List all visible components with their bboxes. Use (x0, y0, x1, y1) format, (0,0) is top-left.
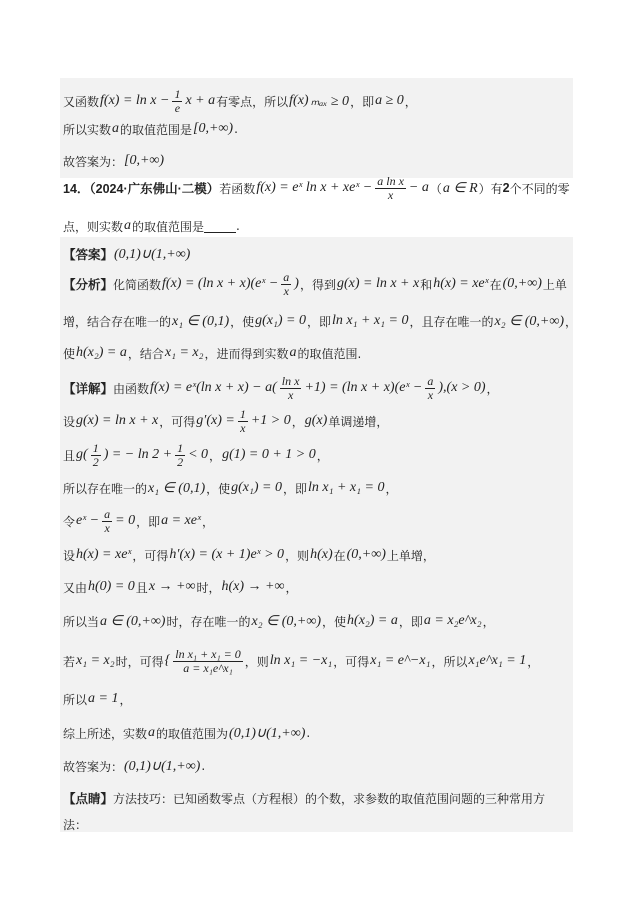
fraction (91, 442, 101, 469)
math-expression: h(x₂) = a (347, 613, 398, 628)
section-label: 【分析】 (63, 278, 114, 292)
math-expression: x + a (185, 93, 216, 108)
math-expression: a (124, 218, 132, 233)
section-label: 【详解】 (63, 382, 114, 396)
text-line (63, 718, 310, 748)
math-expression: [0,+∞) (193, 121, 234, 136)
math-expression: g( (76, 447, 88, 462)
section-label: 【答案】 (63, 248, 114, 262)
math-expression: a (148, 725, 156, 740)
text-run: ，可得 (132, 548, 169, 563)
math-expression: ) (294, 276, 299, 291)
math-expression: < 0 (188, 447, 209, 462)
text-line (63, 540, 435, 570)
text-run: ，即 (283, 481, 308, 496)
text-run: ， (209, 448, 222, 463)
math-expression: a = x₂e^x₂ (423, 613, 482, 628)
text-run: ，得到 (299, 277, 336, 292)
text-run: . (201, 759, 206, 773)
text-run: ，可得 (333, 654, 370, 669)
text-run: ， (316, 448, 329, 463)
fraction-denominator: 2 (177, 454, 184, 469)
text-run: 的取值范围是 (120, 122, 193, 137)
text-run: ，则 (244, 654, 269, 669)
math-expression: +1 > 0 (250, 413, 291, 428)
math-expression: eˣ − (76, 513, 100, 528)
fraction-numerator: 1 (174, 86, 181, 101)
math-expression: f(x) = eˣ(ln x + x) − a( (150, 380, 277, 395)
tips-section (63, 783, 545, 813)
text-line (63, 684, 131, 714)
math-expression: x → +∞ (148, 579, 196, 594)
fraction-numerator: a (427, 373, 434, 388)
text-run: ，即 (307, 314, 332, 329)
text-run: 化简函数 (113, 277, 162, 292)
fraction-numerator: 1 (239, 406, 246, 421)
text-run: ， (486, 381, 499, 396)
text-run: 方法技巧：已知函数零点（方程根）的个数，求参数的取值范围问题的三种常用方 (113, 791, 546, 806)
math-expression: h(x₂) = a (76, 345, 127, 360)
math-expression: [0,+∞) (124, 153, 165, 168)
math-expression: ln x₁ = −x₁ (269, 653, 333, 668)
math-expression: (0,1)∪(1,+∞) (124, 758, 201, 774)
text-line (63, 572, 297, 602)
text-run: ，使 (322, 614, 347, 629)
text-run: 若 (63, 654, 76, 669)
section-label: 【点睛】 (63, 792, 114, 806)
text-run: ， (482, 614, 495, 629)
text-line (63, 306, 577, 336)
fraction (375, 175, 406, 202)
math-expression: x₁e^x₁ = 1 (468, 653, 527, 668)
text-run: ， (285, 580, 298, 595)
text-run: ，使 (206, 481, 231, 496)
text-run: 又函数 (63, 94, 100, 109)
math-expression: a = 1 (88, 691, 119, 706)
text-run: 若函数 (219, 181, 256, 196)
text-line (63, 606, 495, 636)
text-run: ，进而得到实数 (204, 346, 289, 361)
fraction-denominator: x (287, 387, 294, 402)
math-expression: x₁ = e^−x₁ (370, 653, 431, 668)
text-run: 上单 (542, 277, 567, 292)
fraction (425, 375, 435, 402)
math-expression: a (289, 345, 297, 360)
text-run: . (234, 122, 238, 136)
math-expression: x₁ ∈ (0,1) (148, 480, 206, 496)
fraction-numerator: a (104, 506, 111, 521)
text-run: . (236, 219, 240, 233)
text-run: 的取值范围是 (132, 219, 205, 234)
text-run: 法： (63, 817, 88, 832)
fraction (175, 442, 185, 469)
math-expression: g(x) = ln x + x (76, 413, 159, 428)
text-run: ，可得 (159, 414, 196, 429)
fraction-numerator: ln x₁ + x₁ = 0 (175, 646, 241, 661)
text-run: . (306, 726, 311, 740)
math-expression: a ∈ (0,+∞) (100, 613, 166, 629)
math-expression: x₂ ∈ (0,+∞) (251, 613, 322, 629)
text-run: 故答案为： (63, 154, 124, 169)
text-run: 点，则实数 (63, 219, 124, 234)
text-run: 上单增， (386, 548, 435, 563)
fraction (238, 408, 248, 435)
text-run: 和 (420, 277, 433, 292)
fraction-numerator: 1 (92, 440, 99, 455)
fraction-denominator: x (427, 387, 434, 402)
text-run: 令 (63, 514, 76, 529)
analysis-section (63, 269, 567, 299)
math-expression: g(x₁) = 0 (255, 313, 306, 328)
math-expression: { (164, 653, 171, 668)
math-expression: h(x) = xeˣ (76, 547, 132, 562)
text-run: ，使 (230, 314, 255, 329)
text-run: ，且存在唯一的 (409, 314, 494, 329)
text-run: 时，可得 (115, 654, 164, 669)
text-run: ，结合 (127, 346, 164, 361)
math-expression: h(0) = 0 (88, 579, 135, 594)
fraction-numerator: a (283, 269, 290, 284)
section-label: 2 (502, 181, 510, 195)
fraction (172, 88, 182, 115)
fraction-denominator: a = x₁e^x₁ (183, 660, 233, 675)
math-expression: f(x) = eˣ ln x + xeˣ − (256, 180, 373, 195)
text-line (63, 114, 238, 144)
math-expression: g(x₁) = 0 (231, 480, 282, 495)
text-line (63, 406, 388, 436)
text-run: 设 (63, 414, 76, 429)
text-run: （ (429, 181, 442, 196)
question-14 (63, 173, 570, 203)
text-line (63, 473, 397, 503)
text-run: 使 (63, 346, 76, 361)
text-line (63, 646, 539, 676)
text-line (63, 809, 87, 839)
text-run: ，即 (398, 614, 423, 629)
text-line (63, 506, 214, 536)
fraction-denominator: 2 (92, 454, 99, 469)
math-expression: ln x₁ + x₁ = 0 (308, 480, 385, 495)
text-line (63, 440, 329, 470)
text-run: ，即 (136, 514, 161, 529)
fraction-numerator: a ln x (377, 173, 404, 188)
math-expression: f(x) (289, 93, 309, 108)
text-run: 的取值范围为 (156, 726, 229, 741)
detail-section (63, 373, 499, 403)
text-run: ，则 (285, 548, 310, 563)
final-answer-13 (63, 146, 165, 176)
math-expression: g′(x) = (196, 413, 235, 428)
math-expression: a = xeˣ (161, 513, 201, 528)
answer-section (63, 239, 191, 269)
fraction-denominator: e (174, 100, 181, 115)
text-run: 单调递增， (328, 414, 389, 429)
math-expression: a (112, 121, 120, 136)
math-expression: f(x) = ln x − (100, 93, 170, 108)
math-expression: ) = − ln 2 + (103, 447, 173, 462)
text-run: ， (119, 692, 132, 707)
text-run: ，所以 (431, 654, 468, 669)
text-run: 设 (63, 548, 76, 563)
fraction-numerator: 1 (177, 440, 184, 455)
text-run: 综上所述，实数 (63, 726, 148, 741)
fraction-numerator: ln x (281, 373, 300, 388)
text-run: 由函数 (113, 381, 150, 396)
text-run: ，即 (350, 94, 375, 109)
math-expression: = 0 (115, 513, 136, 528)
math-expression: a ≥ 0 (375, 93, 404, 108)
answer-blank (204, 220, 236, 233)
math-expression: x₁ ∈ (0,1) (172, 313, 230, 329)
final-answer-14 (63, 751, 205, 781)
fraction (173, 648, 243, 675)
text-run: 所以 (63, 692, 88, 707)
math-expression: h(x) → +∞ (221, 579, 285, 594)
fraction-denominator: x (387, 187, 394, 202)
text-run: 的取值范围. (297, 346, 362, 361)
math-expression: (0,1)∪(1,+∞) (114, 246, 191, 262)
math-expression: ₘₐₓ ≥ 0 (310, 93, 350, 109)
math-expression: x₁ = x₂ (76, 653, 115, 668)
text-run: ， (385, 481, 398, 496)
text-run: 在 (333, 548, 346, 563)
section-label: 14．（2024·广东佛山·二模） (63, 182, 220, 196)
text-run: 且 (63, 448, 76, 463)
math-expression: f(x) = (ln x + x)(eˣ − (162, 276, 279, 291)
fraction-denominator: x (240, 420, 246, 435)
text-run: 有零点，所以 (216, 94, 289, 109)
math-expression: h′(x) = (x + 1)eˣ > 0 (169, 547, 285, 562)
fraction-denominator: x (283, 283, 289, 298)
text-run: 时， (196, 580, 221, 595)
text-run: 在 (489, 277, 502, 292)
math-expression: g(x) = ln x + x (336, 276, 420, 291)
math-expression: − a (408, 180, 429, 195)
text-line (63, 338, 361, 368)
text-line (63, 86, 417, 116)
text-run: ， (404, 94, 417, 109)
math-expression: h(x) = xeˣ (433, 276, 489, 291)
text-run: 所以实数 (63, 122, 112, 137)
math-expression: (0,+∞) (346, 547, 386, 562)
fraction-denominator: x (104, 520, 110, 535)
text-run: ， (565, 314, 578, 329)
text-run: 增，结合存在唯一的 (63, 314, 172, 329)
math-expression: h(x) (310, 547, 333, 562)
math-expression: x₁ = x₂ (164, 345, 204, 360)
fraction (280, 375, 302, 402)
text-run: 时，存在唯一的 (166, 614, 251, 629)
text-run: ）有 (478, 181, 503, 196)
text-run: 故答案为： (63, 759, 124, 774)
text-run: 所以存在唯一的 (63, 481, 148, 496)
math-expression: ),(x > 0) (438, 380, 486, 395)
text-run: ， (527, 654, 540, 669)
math-expression: g(x) (304, 413, 328, 428)
math-expression: ln x₁ + x₁ = 0 (332, 313, 409, 328)
math-expression: (0,1)∪(1,+∞) (229, 725, 306, 741)
math-expression: (0,+∞) (502, 276, 542, 291)
question-14-cont (63, 211, 240, 241)
math-expression: x₂ ∈ (0,+∞) (494, 313, 565, 329)
text-run: 所以当 (63, 614, 100, 629)
math-expression: +1) = (ln x + x)(eˣ − (304, 380, 423, 395)
text-run: 且 (135, 580, 148, 595)
math-expression: g(1) = 0 + 1 > 0 (222, 447, 316, 462)
math-expression: a ∈ R (442, 180, 478, 196)
text-run: 又由 (63, 580, 88, 595)
text-run: ， (201, 514, 214, 529)
text-run: 个不同的零 (509, 181, 570, 196)
text-run: ， (291, 414, 304, 429)
fraction (281, 271, 291, 298)
fraction (102, 508, 112, 535)
